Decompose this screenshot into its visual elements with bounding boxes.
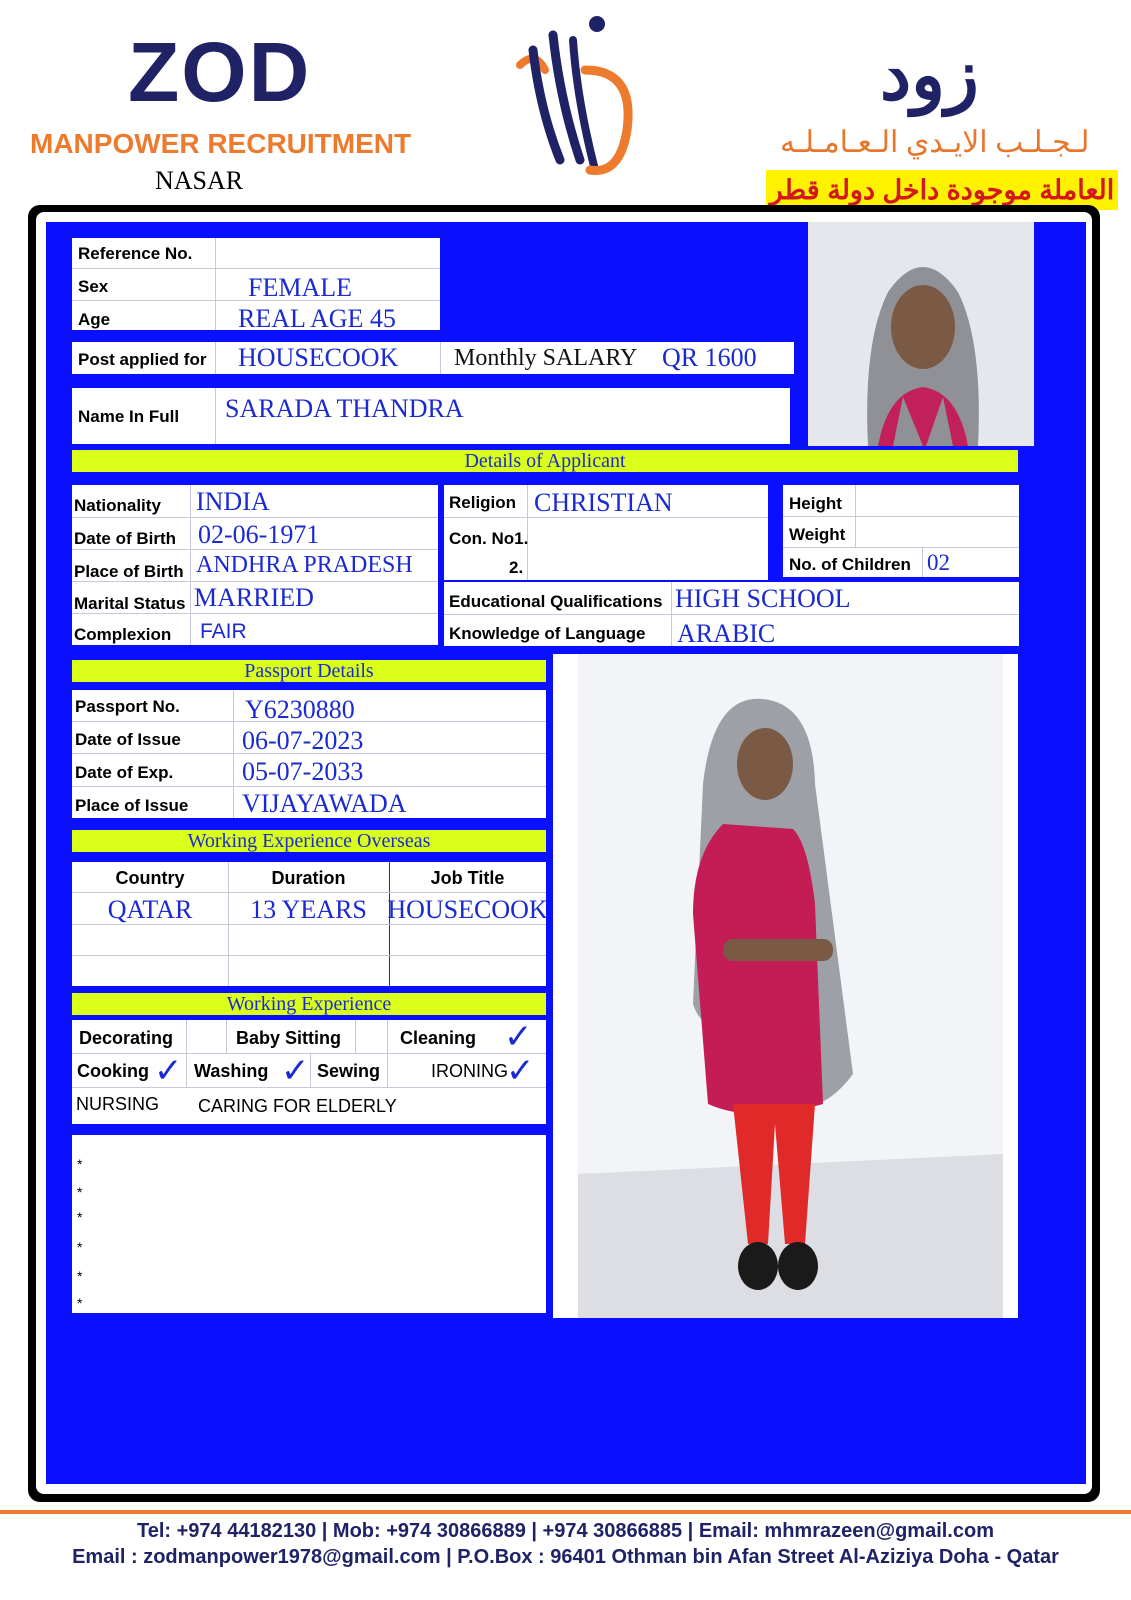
table-row-duration: 13 YEARS: [250, 895, 367, 924]
height-label: Height: [789, 494, 842, 513]
table-row-job: HOUSECOOK: [387, 895, 548, 924]
ironing-check-icon: ✓: [506, 1051, 535, 1091]
post-label: Post applied for: [78, 350, 207, 369]
note-bullet: *: [77, 1295, 83, 1311]
skill-sewing: Sewing: [317, 1061, 381, 1081]
issue-date-label: Date of Issue: [75, 730, 181, 749]
religion-value: CHRISTIAN: [534, 488, 673, 517]
full-length-photo: [553, 654, 1018, 1318]
name-label: Name In Full: [78, 407, 180, 426]
education-label: Educational Qualifications: [449, 592, 663, 611]
experience-section-title: Working Experience: [72, 993, 546, 1015]
religion-label: Religion: [449, 493, 517, 512]
footer-divider: [0, 1510, 1131, 1514]
overseas-header-duration: Duration: [271, 868, 346, 888]
passport-section-title: Passport Details: [72, 660, 546, 682]
brand-logo-text: ZOD: [128, 25, 312, 119]
issue-place-label: Place of Issue: [75, 796, 189, 815]
children-label: No. of Children: [789, 555, 911, 574]
age-label: Age: [78, 310, 111, 329]
age-value: REAL AGE 45: [238, 304, 396, 333]
dob-value: 02-06-1971: [198, 520, 320, 549]
skill-baby-sitting: Baby Sitting: [236, 1028, 342, 1048]
overseas-section-title: Working Experience Overseas: [72, 830, 546, 852]
washing-check-icon: ✓: [281, 1051, 310, 1091]
note-bullet: *: [77, 1268, 83, 1284]
agent-name: NASAR: [155, 166, 244, 195]
arabic-notice-badge: العاملة موجودة داخل دولة قطر: [766, 170, 1118, 210]
note-bullet: *: [77, 1156, 83, 1172]
skill-ironing: IRONING: [431, 1061, 509, 1081]
skill-washing: Washing: [194, 1061, 269, 1081]
complexion-label: Complexion: [74, 625, 172, 644]
sex-label: Sex: [78, 277, 109, 296]
exp-date-value: 05-07-2033: [242, 757, 364, 786]
language-label: Knowledge of Language: [449, 624, 646, 643]
note-bullet: *: [77, 1209, 83, 1225]
portrait-photo: [808, 222, 1034, 446]
arabic-brand: زود: [880, 36, 979, 114]
name-value: SARADA THANDRA: [225, 394, 464, 423]
skill-decorating: Decorating: [79, 1028, 174, 1048]
salary-value: QR 1600: [662, 343, 757, 372]
issue-place-value: VIJAYAWADA: [242, 789, 407, 818]
applicant-section-title: Details of Applicant: [72, 450, 1018, 472]
dob-label: Date of Birth: [74, 529, 176, 548]
exp-date-label: Date of Exp.: [75, 763, 174, 782]
language-value: ARABIC: [677, 619, 776, 648]
contact-1-label: Con. No1.: [449, 529, 529, 548]
skill-cooking: Cooking: [77, 1061, 149, 1081]
skill-cleaning: Cleaning: [400, 1028, 477, 1048]
complexion-value: FAIR: [200, 620, 247, 643]
sex-value: FEMALE: [248, 273, 352, 302]
arabic-tagline: لـجـلـب الايـدي الـعـامـلـه: [780, 126, 1090, 159]
cleaning-check-icon: ✓: [504, 1017, 533, 1057]
nationality-value: INDIA: [196, 487, 270, 516]
brand-mark-icon: [515, 10, 650, 185]
notes-box: [72, 1135, 546, 1313]
overseas-header-country: Country: [115, 868, 185, 888]
education-value: HIGH SCHOOL: [675, 584, 851, 613]
brand-subtitle: MANPOWER RECRUITMENT: [30, 128, 412, 159]
children-value: 02: [927, 550, 950, 575]
post-value: HOUSECOOK: [238, 343, 399, 372]
contact-2-label: 2.: [509, 558, 524, 577]
table-row-country: QATAR: [107, 895, 193, 924]
nationality-label: Nationality: [74, 496, 161, 515]
note-bullet: *: [77, 1239, 83, 1255]
pob-label: Place of Birth: [74, 562, 184, 581]
note-bullet: *: [77, 1184, 83, 1200]
footer-address-line: Email : zodmanpower1978@gmail.com | P.O.Box : 96401 Othman bin Afan Street Al-Aziziya Doha - Qatar: [72, 1546, 1059, 1568]
overseas-header-job: Job Title: [430, 868, 505, 888]
skill-caring-elderly: CARING FOR ELDERLY: [198, 1096, 397, 1116]
weight-label: Weight: [789, 525, 846, 544]
marital-value: MARRIED: [194, 583, 314, 612]
salary-label: Monthly SALARY: [454, 345, 638, 371]
issue-date-value: 06-07-2023: [242, 726, 364, 755]
skill-nursing: NURSING: [76, 1094, 160, 1114]
marital-label: Marital Status: [74, 594, 186, 613]
passport-no-value: Y6230880: [245, 695, 355, 724]
footer-contact-line: Tel: +974 44182130 | Mob: +974 30866889 | +974 30866885 | Email: mhmrazeen@gmail.com: [137, 1520, 994, 1542]
passport-no-label: Passport No.: [75, 697, 180, 716]
cooking-check-icon: ✓: [154, 1051, 183, 1091]
reference-label: Reference No.: [78, 244, 193, 263]
pob-value: ANDHRA PRADESH: [196, 552, 413, 578]
